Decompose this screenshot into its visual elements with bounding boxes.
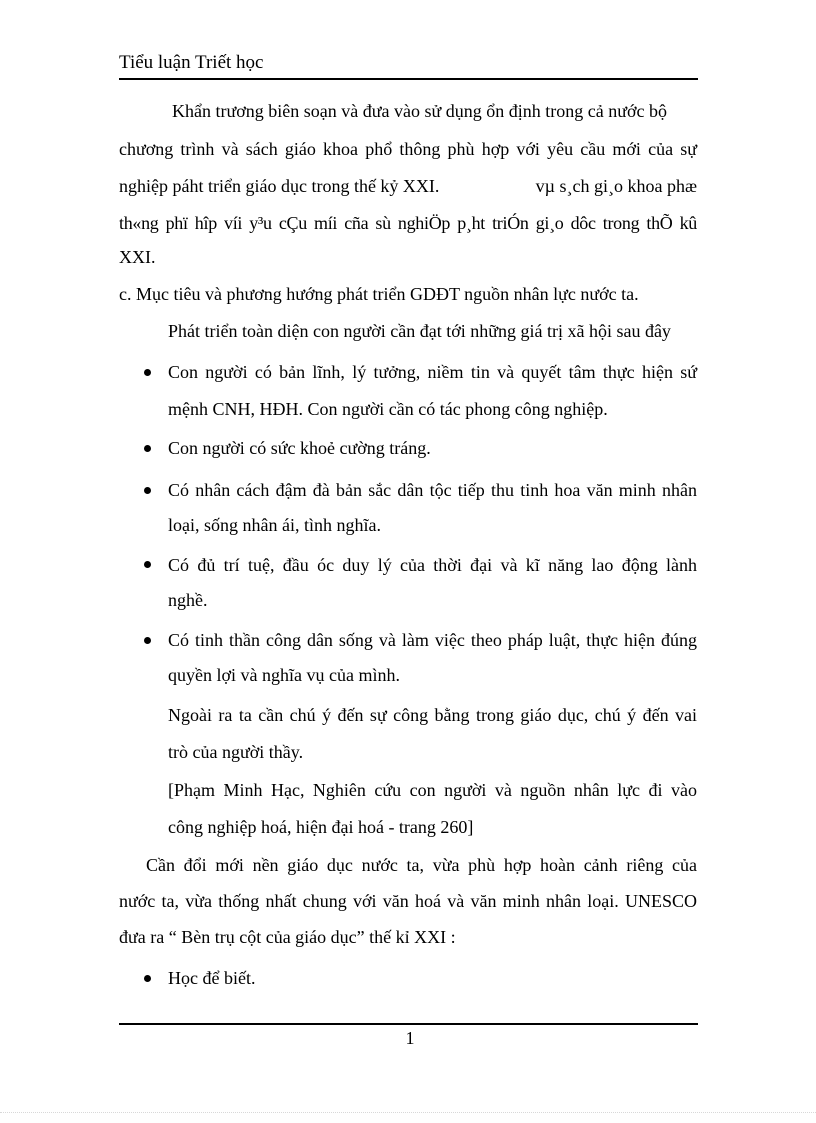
intro-line-1: Khẩn trương biên soạn và đưa vào sử dụng ổn định trong cả nước bộ (172, 101, 667, 121)
note-line-1: Ngoài ra ta cần chú ý đến sự công bằng trong giáo dục, chú ý đến vai (168, 705, 697, 725)
bullet-dot (144, 975, 151, 982)
last-bullet-line: Học để biết. (168, 968, 256, 988)
bullet-1-line-2: mệnh CNH, HĐH. Con người cần có tác phong công nghiệp. (168, 399, 608, 419)
closing-line-1: Cần đổi mới nền giáo dục nước ta, vừa phù hợp hoàn cảnh riêng của (146, 855, 697, 875)
page-header (119, 48, 698, 80)
intro-line-3: nghiệp páht triển giáo dục trong thế kỷ XXI. (119, 176, 440, 196)
closing-line-3: đưa ra “ Bèn trụ cột của giáo dục” thế kỉ XXI : (119, 927, 456, 947)
bullet-2-line-1: Con người có sức khoẻ cường tráng. (168, 438, 431, 458)
bullet-dot (144, 445, 151, 452)
lead-sentence: Phát triển toàn diện con người cần đạt tới những giá trị xã hội sau đây (168, 321, 671, 341)
intro-line-2: chương trình và sách giáo khoa phổ thông phù hợp với yêu cầu mới của sự (119, 139, 697, 159)
bullet-3-line-2: loại, sống nhân ái, tình nghĩa. (168, 515, 381, 535)
closing-line-2: nước ta, vừa thống nhất chung với văn hoá và văn minh nhân loại. UNESCO (119, 891, 697, 911)
page-number: 1 (405, 1028, 415, 1048)
bullet-dot (144, 637, 151, 644)
intro-line-3-garbled: vµ s¸ch gi¸o khoa phæ (535, 176, 697, 196)
bullet-1-line-1: Con người có bản lĩnh, lý tưởng, niềm tin và quyết tâm thực hiện sứ (168, 362, 697, 382)
footer-rule (119, 1023, 698, 1025)
bullet-dot (144, 561, 151, 568)
citation-line-2: công nghiệp hoá, hiện đại hoá - trang 260] (168, 817, 474, 837)
bullet-dot (144, 487, 151, 494)
bullet-3-line-1: Có nhân cách đậm đà bản sắc dân tộc tiếp thu tinh hoa văn minh nhân (168, 480, 697, 500)
bullet-dot (144, 369, 151, 376)
intro-line-5: XXI. (119, 247, 156, 267)
bullet-5-line-1: Có tinh thần công dân sống và làm việc theo pháp luật, thực hiện đúng (168, 630, 697, 650)
bullet-5-line-2: quyền lợi và nghĩa vụ của mình. (168, 665, 400, 685)
section-heading: c. Mục tiêu và phương hướng phát triển GDĐT nguồn nhân lực nước ta. (119, 284, 639, 304)
bullet-4-line-2: nghề. (168, 590, 208, 610)
bullet-4-line-1: Có đủ trí tuệ, đầu óc duy lý của thời đại và kĩ năng lao động lành (168, 555, 697, 575)
header-title: Tiểu luận Triết học (119, 52, 264, 73)
page-edge-divider (0, 1112, 816, 1113)
citation-line-1: [Phạm Minh Hạc, Nghiên cứu con người và nguồn nhân lực đi vào (168, 780, 697, 800)
note-line-2: trò của người thầy. (168, 742, 304, 762)
intro-line-4-garbled: th«ng phï hîp víi y³u cÇu míi cña sù nghiÖp p¸ht triÓn gi¸o dôc trong thÕ kû (119, 213, 697, 233)
